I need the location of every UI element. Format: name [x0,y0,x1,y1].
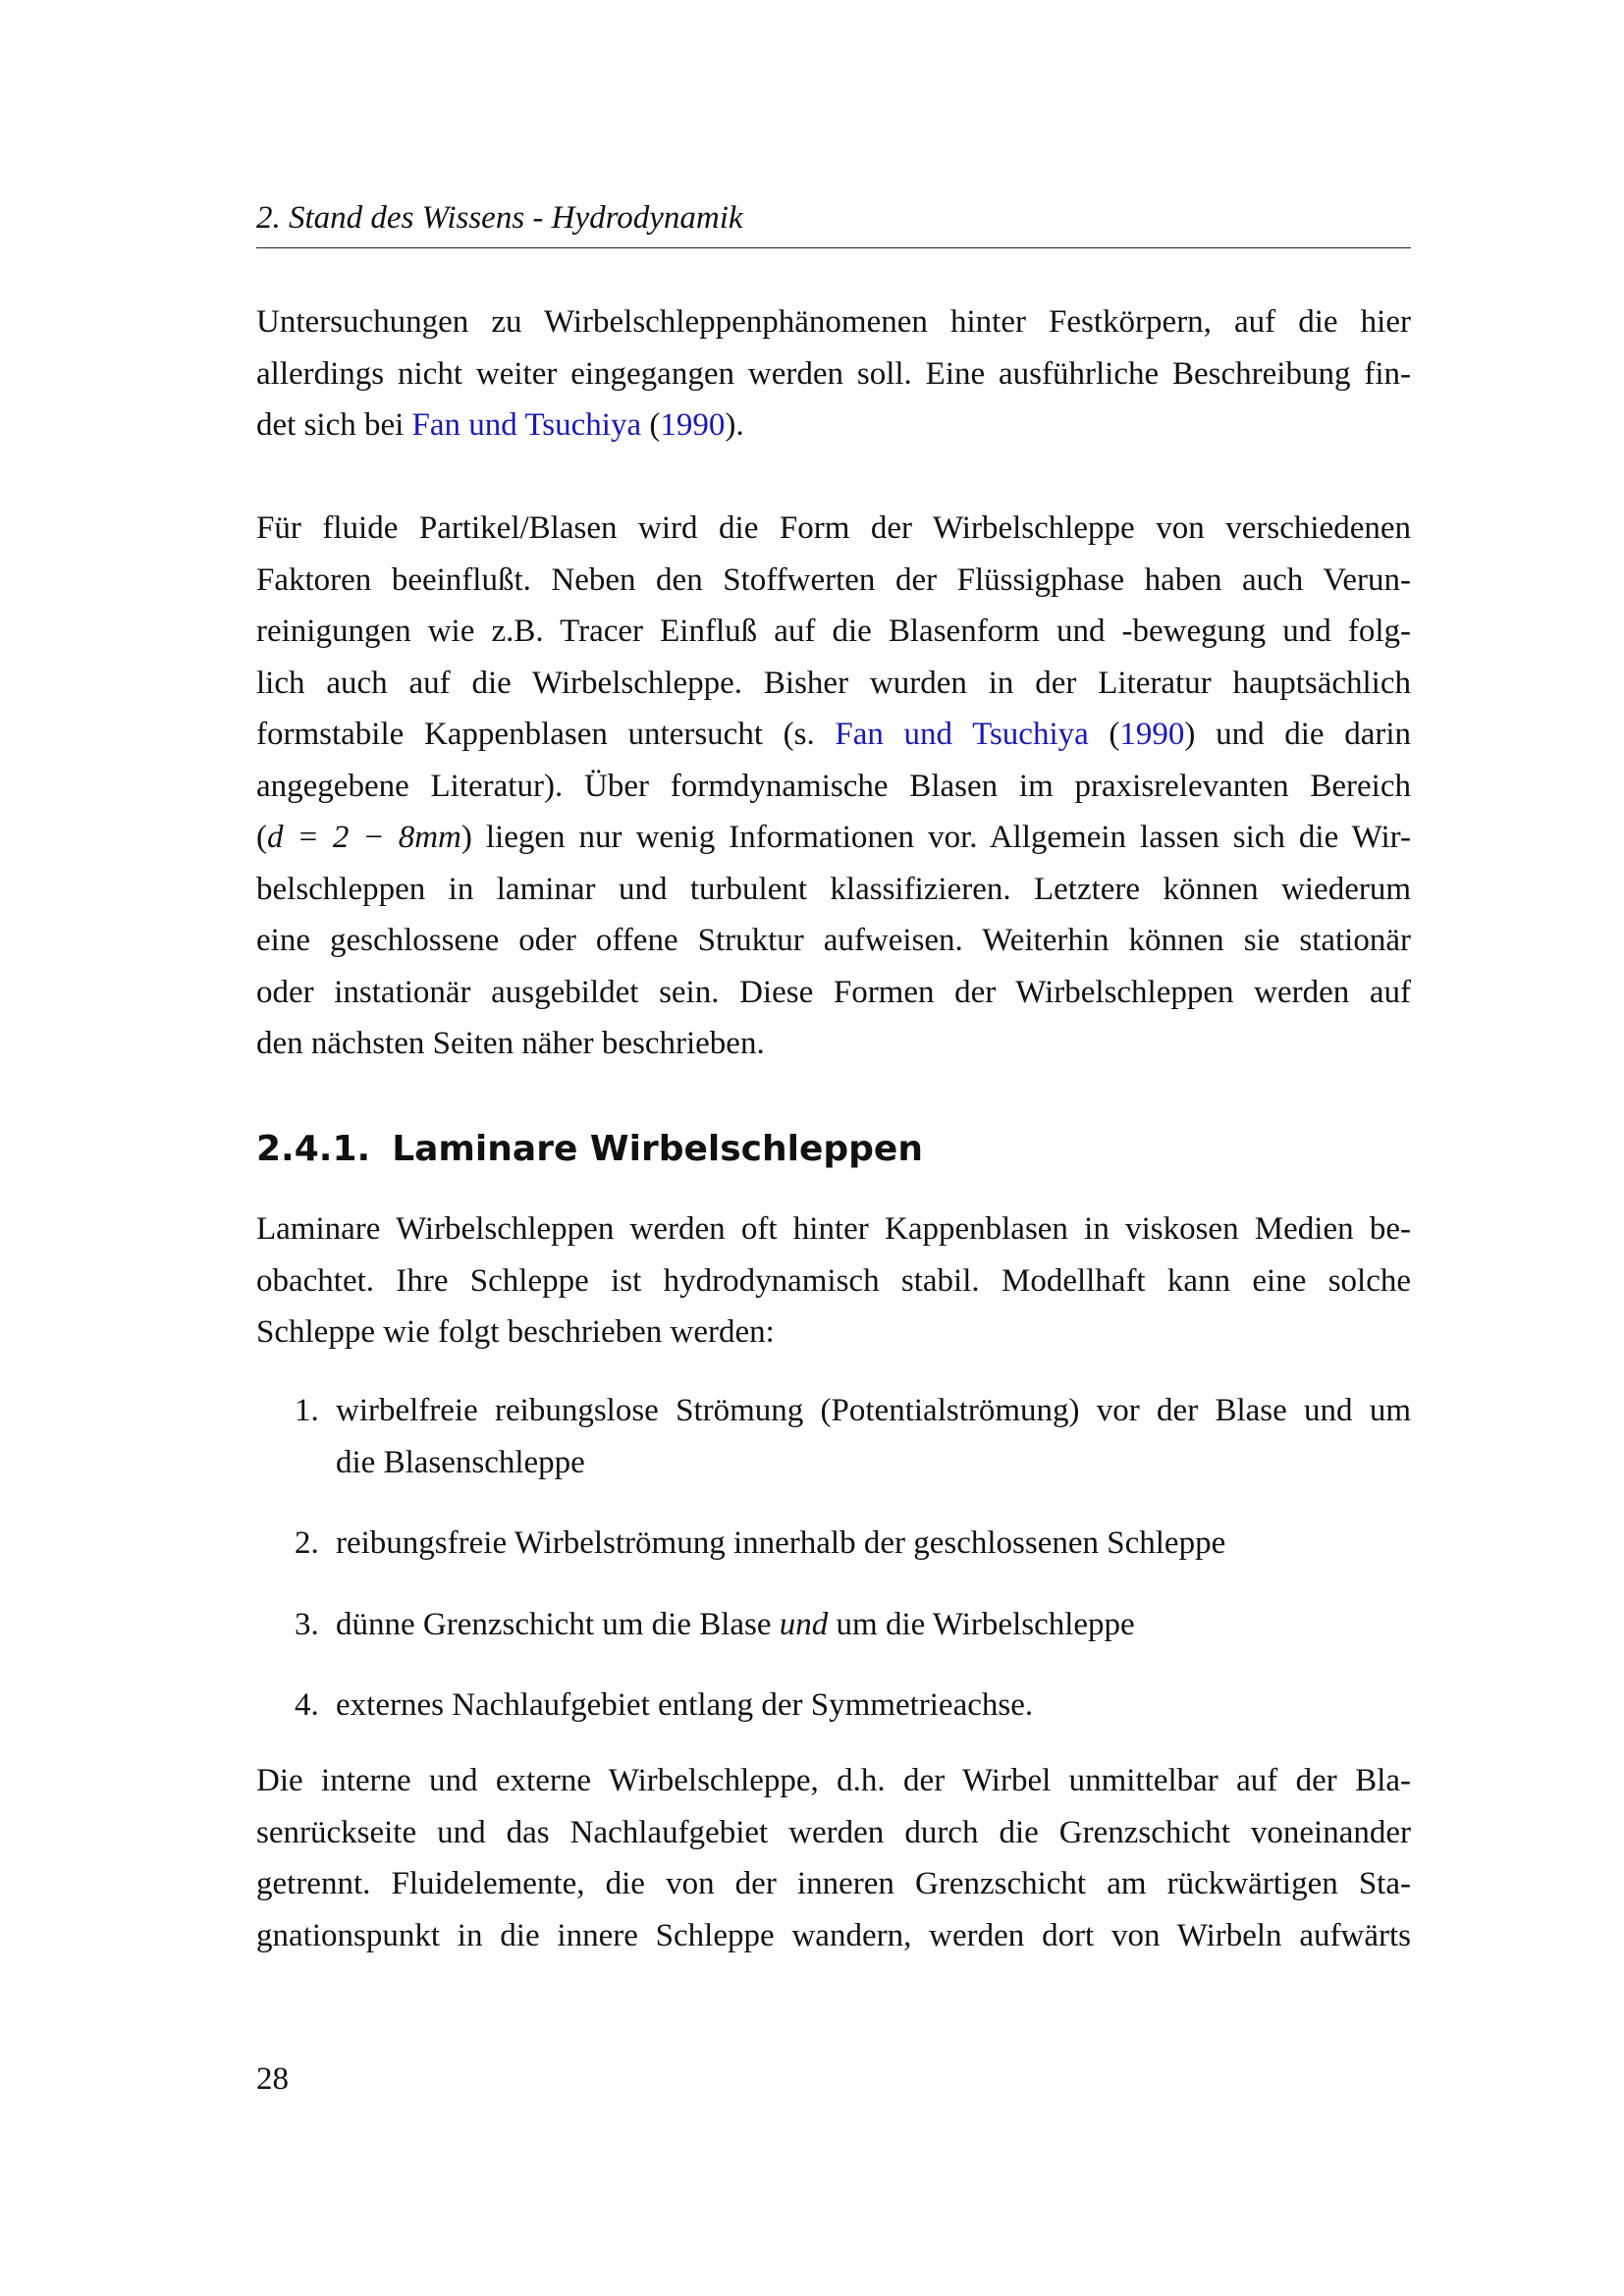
text-line: wirbelfreie reibungslose Strömung (Potentialströmung) vor der Blase und um [336,1393,1411,1428]
list-text: externes Nachlaufgebiet entlang der Symmetrieachse. [336,1687,1034,1723]
paragraph-2 [256,503,1411,1070]
paragraph-1 [256,296,1411,452]
text-span: ). [725,407,744,443]
paragraph-3 [256,1203,1411,1359]
text-span: ) und die darin [1184,717,1411,752]
text-span: ( [1088,717,1120,752]
running-header: 2. Stand des Wissens - Hydrodynamik [256,200,743,236]
text-line: die Blasenschleppe [336,1444,585,1480]
text-line: eine geschlossene oder offene Struktur aufweisen. Weiterhin können sie stationär [256,923,1411,958]
header-rule [256,247,1411,248]
page-number: 28 [256,2061,289,2097]
citation-authors-link[interactable]: Fan und Tsuchiya [411,407,642,443]
section-heading [256,1125,1411,1174]
list-number: 3. [295,1606,319,1642]
section-title: Laminare Wirbelschleppen [392,1129,923,1169]
text-span: formstabile Kappenblasen untersucht (s. [256,717,836,752]
text-line: oder instationär ausgebildet sein. Diese Formen der Wirbelschleppen werden auf [256,974,1411,1010]
text-span: ( [256,820,267,855]
list-item [256,1680,1411,1732]
list-number: 2. [295,1525,319,1561]
citation-year-link[interactable]: 1990 [660,407,726,443]
text-line [256,400,1411,452]
text-line: angegebene Literatur). Über formdynamische Blasen im praxisrelevanten Bereich [256,768,1411,804]
text-line: gnationspunkt in die innere Schleppe wandern, werden dort von Wirbeln aufwärts [256,1917,1411,1953]
paragraph-4 [256,1755,1411,1961]
text-line: den nächsten Seiten näher beschrieben. [256,1026,765,1061]
text-line: getrennt. Fluidelemente, die von der inneren Grenzschicht am rückwärtigen Sta- [256,1866,1411,1901]
model-list [256,1385,1411,1761]
text-line: belschleppen in laminar und turbulent klassifizieren. Letztere können wiederum [256,871,1411,907]
list-item [256,1518,1411,1570]
text-line: Für fluide Partikel/Blasen wird die Form der Wirbelschleppe von verschiedenen [256,510,1411,546]
text-span: um die Wirbelschleppe [828,1606,1135,1642]
section-number: 2.4.1. [256,1129,371,1169]
text-line [256,812,1411,864]
citation-authors-link[interactable]: Fan und Tsuchiya [835,717,1089,752]
math-expression: d = 2 − 8mm [267,820,461,855]
text-line: lich auch auf die Wirbelschleppe. Bisher wurden in der Literatur hauptsächlich [256,665,1411,701]
text-span: det sich bei [256,407,412,443]
text-line: Untersuchungen zu Wirbelschleppenphänomenen hinter Festkörpern, auf die hier [256,304,1411,340]
text-line: reinigungen wie z.B. Tracer Einfluß auf die Blasenform und -bewegung und folg- [256,614,1411,649]
text-span: dünne Grenzschicht um die Blase [336,1606,780,1642]
text-line: Laminare Wirbelschleppen werden oft hinter Kappenblasen in viskosen Medien be- [256,1211,1411,1247]
citation-year-link[interactable]: 1990 [1119,717,1185,752]
text-line: allerdings nicht weiter eingegangen werden soll. Eine ausführliche Beschreibung fin- [256,355,1411,392]
text-span: ( [641,407,661,443]
text-line: Die interne und externe Wirbelschleppe, d.h. der Wirbel unmittelbar auf der Bla- [256,1763,1411,1798]
text-line [256,709,1411,761]
emphasis: und [779,1606,829,1642]
list-item [256,1385,1411,1488]
text-line: senrückseite und das Nachlaufgebiet werden durch die Grenzschicht voneinander [256,1814,1411,1850]
list-text: reibungsfreie Wirbelströmung innerhalb der geschlossenen Schleppe [336,1525,1226,1561]
list-number: 1. [295,1393,319,1428]
list-item [256,1599,1411,1651]
text-span: ) liegen nur wenig Informationen vor. Allgemein lassen sich die Wir- [460,820,1411,855]
text-line: obachtet. Ihre Schleppe ist hydrodynamisch stabil. Modellhaft kann eine solche [256,1262,1411,1299]
text-line: Faktoren beeinflußt. Neben den Stoffwerten der Flüssigphase haben auch Verun- [256,561,1411,598]
list-number: 4. [295,1687,319,1723]
text-line: Schleppe wie folgt beschrieben werden: [256,1314,775,1350]
